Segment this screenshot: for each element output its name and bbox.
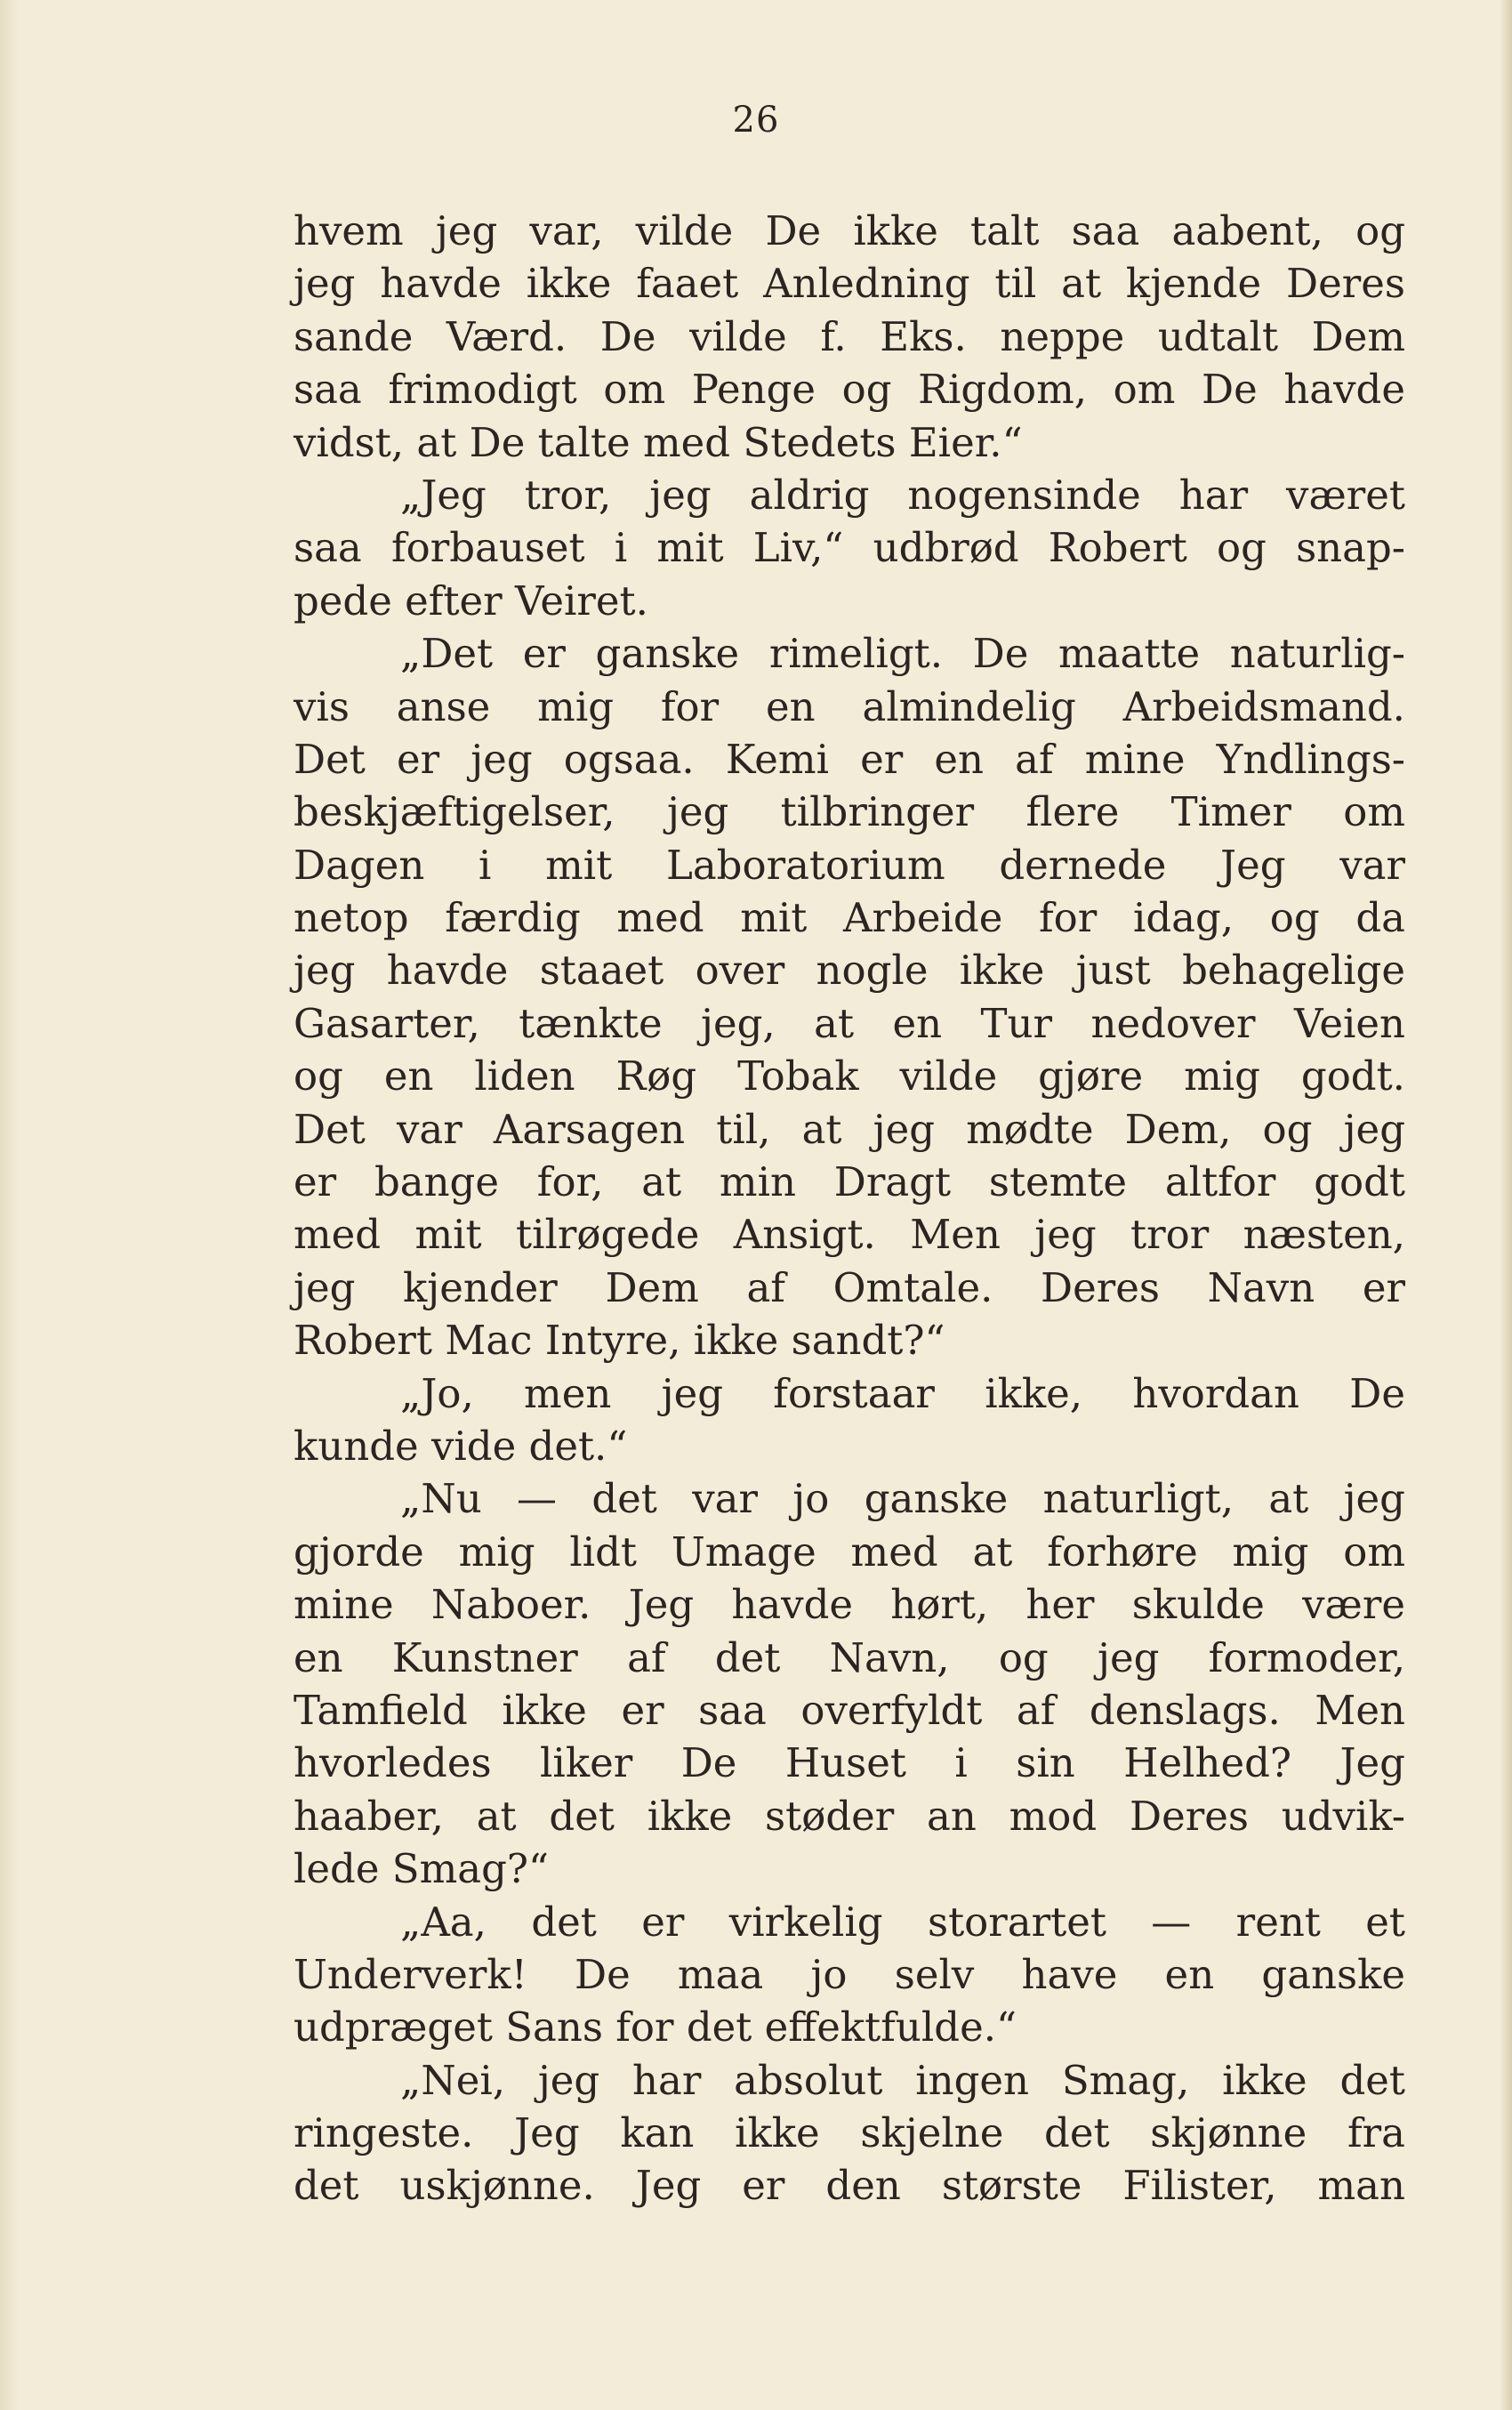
text-line: udpræget Sans for det effektfulde.“	[294, 2003, 1017, 2051]
text-line: netop færdig med mit Arbeide for idag, og da	[294, 894, 1405, 942]
text-line: Det var Aarsagen til, at jeg mødte Dem, og jeg	[294, 1105, 1405, 1153]
text-line: gjorde mig lidt Umage med at forhøre mig om	[294, 1527, 1405, 1576]
text-line: Gasarter, tænkte jeg, at en Tur nedover Veien	[294, 999, 1405, 1047]
page-number: 26	[732, 100, 780, 141]
text-line: ringeste. Jeg kan ikke skjelne det skjønne fra	[294, 2109, 1405, 2157]
text-line: Dagen i mit Laboratorium dernede Jeg var	[294, 841, 1405, 889]
text-line: kunde vide det.“	[294, 1422, 628, 1470]
text-line: beskjæftigelser, jeg tilbringer flere Timer om	[294, 788, 1405, 836]
page-edge-right	[1500, 0, 1512, 2410]
text-line: med mit tilrøgede Ansigt. Men jeg tror næsten,	[294, 1211, 1405, 1259]
text-line: saa forbauset i mit Liv,“ udbrød Robert og snap-	[294, 524, 1405, 572]
text-line: hvorledes liker De Huset i sin Helhed? Jeg	[294, 1739, 1405, 1787]
text-line: jeg kjender Dem af Omtale. Deres Navn er	[294, 1263, 1405, 1311]
text-line: jeg havde staaet over nogle ikke just behagelige	[294, 947, 1405, 995]
text-line: lede Smag?“	[294, 1845, 550, 1893]
text-line: Det er jeg ogsaa. Kemi er en af mine Yndlings-	[294, 735, 1405, 783]
text-line: „Jo, men jeg forstaar ikke, hvordan De	[400, 1369, 1405, 1417]
text-line: hvem jeg var, vilde De ikke talt saa aabent, og	[294, 207, 1405, 254]
text-line: mine Naboer. Jeg havde hørt, her skulde være	[294, 1581, 1405, 1629]
text-line: „Jeg tror, jeg aldrig nogensinde har været	[400, 471, 1405, 519]
text-line: „Det er ganske rimeligt. De maatte naturlig-	[400, 630, 1405, 678]
text-line: er bange for, at min Dragt stemte altfor godt	[294, 1158, 1405, 1206]
text-line: „Nu — det var jo ganske naturligt, at jeg	[400, 1475, 1405, 1523]
text-line: Tamfield ikke er saa overfyldt af denslags. Men	[294, 1686, 1405, 1734]
body-text	[294, 205, 1405, 2213]
text-line: „Nei, jeg har absolut ingen Smag, ikke det	[400, 2056, 1405, 2104]
text-line: vidst, at De talte med Stedets Eier.“	[294, 418, 1023, 466]
text-line: og en liden Røg Tobak vilde gjøre mig godt.	[294, 1052, 1405, 1100]
text-line: sande Værd. De vilde f. Eks. neppe udtalt Dem	[294, 312, 1405, 360]
text-line: en Kunstner af det Navn, og jeg formoder,	[294, 1633, 1405, 1681]
text-line: jeg havde ikke faaet Anledning til at kjende Deres	[294, 260, 1405, 308]
text-line: vis anse mig for en almindelig Arbeidsmand.	[294, 682, 1405, 730]
text-line: det uskjønne. Jeg er den største Filister, man	[294, 2162, 1405, 2210]
page-edge-left	[0, 0, 20, 2410]
text-line: pede efter Veiret.	[294, 576, 648, 625]
text-line: Underverk! De maa jo selv have en ganske	[294, 1950, 1405, 1998]
text-line: „Aa, det er virkelig storartet — rent et	[400, 1898, 1405, 1946]
text-line: saa frimodigt om Penge og Rigdom, om De havde	[294, 366, 1405, 414]
text-line: haaber, at det ikke støder an mod Deres udvik-	[294, 1792, 1405, 1840]
text-line: Robert Mac Intyre, ikke sandt?“	[294, 1317, 945, 1365]
